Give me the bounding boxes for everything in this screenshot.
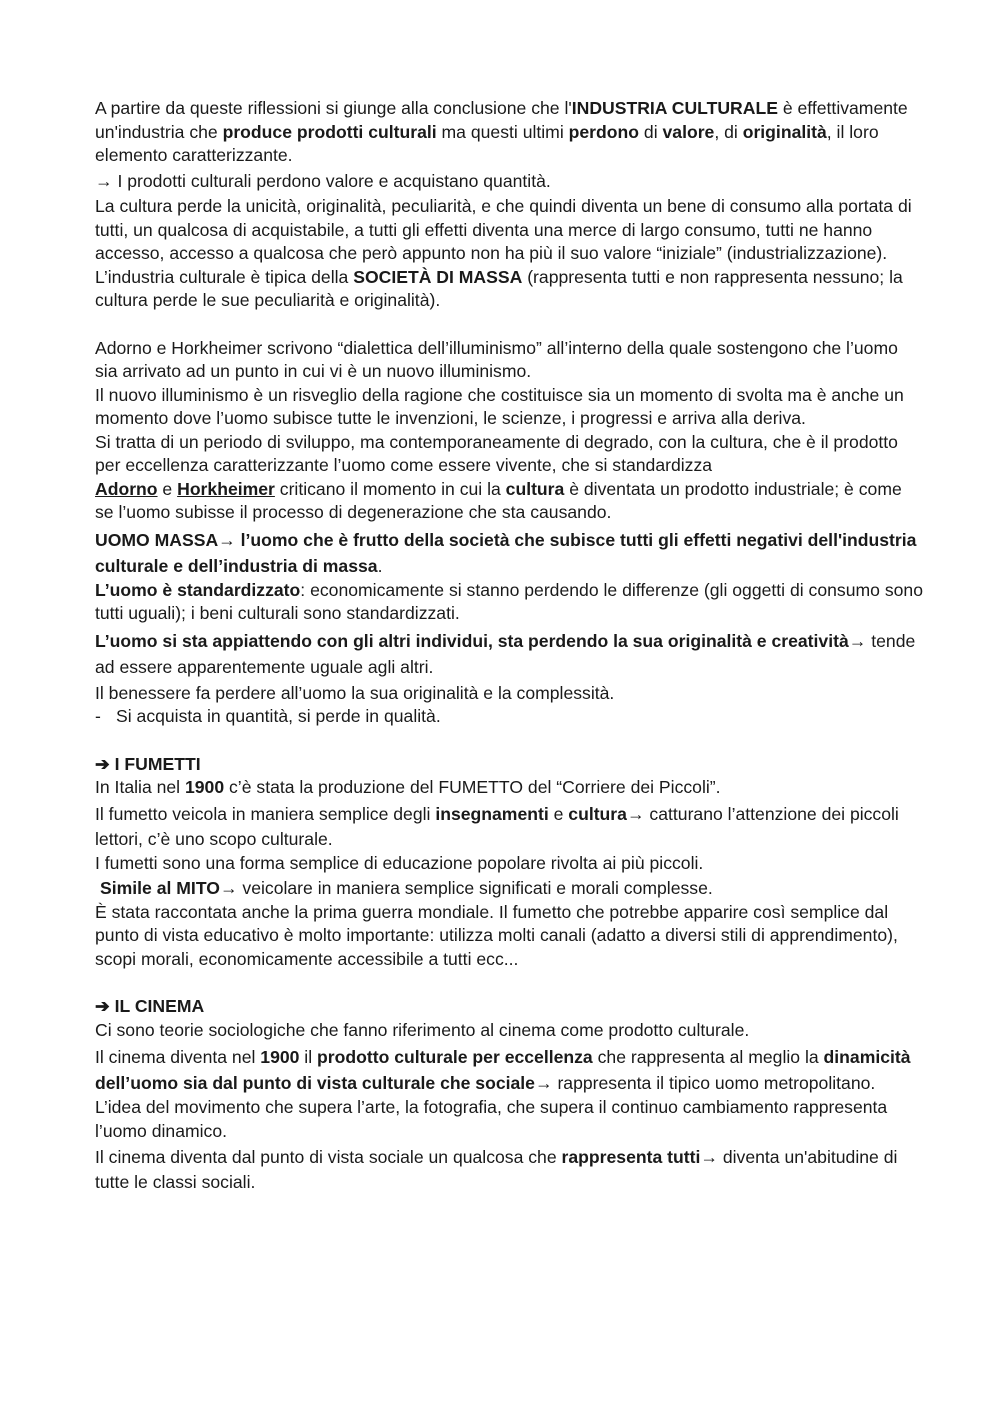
text-run: . bbox=[377, 555, 383, 576]
bold-term: INDUSTRIA CULTURALE bbox=[571, 98, 778, 118]
bold-term: originalità bbox=[742, 121, 827, 142]
heading-cinema bbox=[95, 995, 925, 1019]
paragraph-benessere: Il benessere fa perdere all’uomo la sua originalità e la complessità. bbox=[95, 682, 615, 703]
underlined-name: Adorno bbox=[95, 478, 158, 499]
bold-term: cultura bbox=[505, 478, 565, 499]
text-run: A partire da queste riflessioni si giunge alla conclusione che l' bbox=[95, 98, 572, 118]
text-run: Il cinema diventa nel bbox=[95, 1047, 261, 1067]
paragraph-rappresenta-tutti bbox=[95, 1145, 925, 1195]
paragraph-appiattimento bbox=[95, 628, 925, 680]
bold-term: 1900 bbox=[184, 777, 225, 797]
text-run: di bbox=[639, 121, 663, 142]
text-run: Il cinema diventa dal punto di vista sociale un qualcosa che bbox=[95, 1147, 562, 1167]
paragraph-critica bbox=[95, 478, 925, 525]
paragraph-cinema-1900 bbox=[95, 1044, 925, 1096]
paragraph-educazione-popolare: I fumetti sono una forma semplice di educazione popolare rivolta ai più piccoli. bbox=[95, 852, 704, 873]
bold-term: SOCIETÀ DI MASSA bbox=[353, 266, 523, 287]
text-run: : economicamente si stanno perdendo le differenze (gli oggetti di consumo sono tutti uguali); i beni culturali sono standardizzati. bbox=[95, 579, 923, 623]
paragraph-arrow-note: → I prodotti culturali perdono valore e acquistano quantità. bbox=[95, 170, 551, 191]
bold-term: dinamicità dell’uomo sia dal punto di vista culturale che sociale bbox=[95, 1047, 911, 1093]
paragraph-simile-mito bbox=[95, 877, 925, 901]
bold-term: insegnamenti bbox=[435, 803, 549, 824]
dash-list-text: Si acquista in quantità, si perde in qualità. bbox=[116, 706, 441, 726]
text-run: , di bbox=[714, 121, 743, 142]
text-run: ma questi ultimi bbox=[436, 121, 569, 142]
paragraph-fumetto-1900 bbox=[95, 776, 925, 800]
section-heading: ➔ I FUMETTI bbox=[95, 753, 201, 774]
bold-term: perdono bbox=[568, 121, 640, 142]
bold-term: cultura bbox=[568, 803, 627, 824]
paragraph-fumetto-veicola bbox=[95, 802, 925, 852]
paragraph-teorie-sociologiche: Ci sono teorie sociologiche che fanno riferimento al cinema come prodotto culturale. bbox=[95, 1019, 750, 1040]
paragraph-industria-culturale bbox=[95, 97, 925, 168]
dash-marker: - bbox=[95, 706, 101, 726]
paragraph-adorno-horkheimer: Adorno e Horkheimer scrivono “dialettica dell’illuminismo” all’interno della quale sostengono che l’uomo sia arrivato ad un punto in cui vi è un nuovo illuminismo. bbox=[95, 337, 898, 381]
bold-term: produce prodotti culturali bbox=[222, 121, 437, 142]
dash-list-item bbox=[95, 705, 925, 729]
text-run: In Italia nel bbox=[95, 777, 185, 797]
heading-fumetti bbox=[95, 753, 925, 777]
paragraph-cultura-unicita: La cultura perde la unicità, originalità, peculiarità, e che quindi diventa un bene di consumo alla portata di tutti, un qualcosa di acquistabile, a tutti gli effetti diventa una merce di largo consumo, tutti ne hanno accesso, accesso a qualcosa che però appunto non ha più il suo valore “iniziale” (industrializzazione). bbox=[95, 196, 912, 263]
text-run: c’è stata la produzione del FUMETTO del “Corriere dei Piccoli”. bbox=[224, 777, 721, 797]
text-run: e bbox=[157, 478, 178, 499]
text-run: è diventata un prodotto industriale; è come se l’uomo subisse il processo di degenerazione che sta causando. bbox=[95, 478, 902, 522]
bold-term: 1900 bbox=[260, 1047, 300, 1067]
text-run: è effettivamente un'industria che bbox=[95, 98, 908, 142]
text-run: il bbox=[299, 1047, 318, 1067]
bold-term: L’uomo è standardizzato bbox=[95, 579, 301, 600]
paragraph-standardizzato bbox=[95, 579, 925, 626]
paragraph-nuovo-illuminismo: Il nuovo illuminismo è un risveglio della ragione che costituisce sia un momento di svolta ma è anche un momento dove l’uomo subisce tutte le invenzioni, le scienze, i progressi e arriva alla deriva. bbox=[95, 384, 904, 428]
bold-term: rappresenta tutti bbox=[561, 1147, 701, 1167]
text-run: L’industria culturale è tipica della bbox=[95, 266, 354, 287]
document-body bbox=[95, 97, 925, 1195]
bold-term: valore bbox=[662, 121, 715, 142]
paragraph-sviluppo-degrado: Si tratta di un periodo di sviluppo, ma contemporaneamente di degrado, con la cultura, che è il prodotto per eccellenza caratterizzante l’uomo come essere vivente, che si standardizza bbox=[95, 431, 898, 475]
section-heading: ➔ IL CINEMA bbox=[95, 996, 205, 1016]
text-run: → tende ad essere apparentemente uguale agli altri. bbox=[95, 630, 916, 677]
text-run: → rappresenta il tipico uomo metropolitano. bbox=[534, 1073, 876, 1093]
paragraph-guerra-mondiale: È stata raccontata anche la prima guerra mondiale. Il fumetto che potrebbe apparire così semplice dal punto di vista educativo è molto importante: utilizza molti canali (adatto a diversi stili di apprendimento), scopi morali, economicamente accessibile a tutti ecc... bbox=[95, 901, 898, 969]
paragraph-idea-movimento: L’idea del movimento che supera l’arte, la fotografia, che supera il continuo cambiamento rappresenta l’uomo dinamico. bbox=[95, 1097, 888, 1141]
bold-term: prodotto culturale per eccellenza bbox=[317, 1047, 593, 1067]
text-run: e bbox=[548, 803, 569, 824]
bold-term: L’uomo si sta appiattendo con gli altri individui, sta perdendo la sua originalità e creatività bbox=[95, 630, 849, 651]
text-run: criticano il momento in cui la bbox=[274, 478, 506, 499]
bold-term: UOMO MASSA→ l’uomo che è frutto della società che subisce tutti gli effetti negativi dell'industria culturale e dell’industria di massa bbox=[95, 529, 917, 576]
text-run: → catturano l’attenzione dei piccoli lettori, c’è uno scopo culturale. bbox=[95, 803, 899, 849]
text-run: → veicolare in maniera semplice significati e morali complesse. bbox=[219, 878, 713, 898]
text-run: Il fumetto veicola in maniera semplice degli bbox=[95, 803, 436, 824]
text-run: che rappresenta al meglio la bbox=[592, 1047, 824, 1067]
text-run: (rappresenta tutti e non rappresenta nessuno; la cultura perde le sue peculiarità e originalità). bbox=[95, 266, 903, 310]
paragraph-societa-di-massa bbox=[95, 266, 925, 313]
underlined-name: Horkheimer bbox=[177, 478, 275, 499]
text-run: → diventa un'abitudine di tutte le classi sociali. bbox=[95, 1147, 898, 1192]
paragraph-uomo-massa bbox=[95, 527, 925, 579]
text-run: , il loro elemento caratterizzante. bbox=[95, 121, 879, 165]
bold-term: Simile al MITO bbox=[100, 878, 220, 898]
